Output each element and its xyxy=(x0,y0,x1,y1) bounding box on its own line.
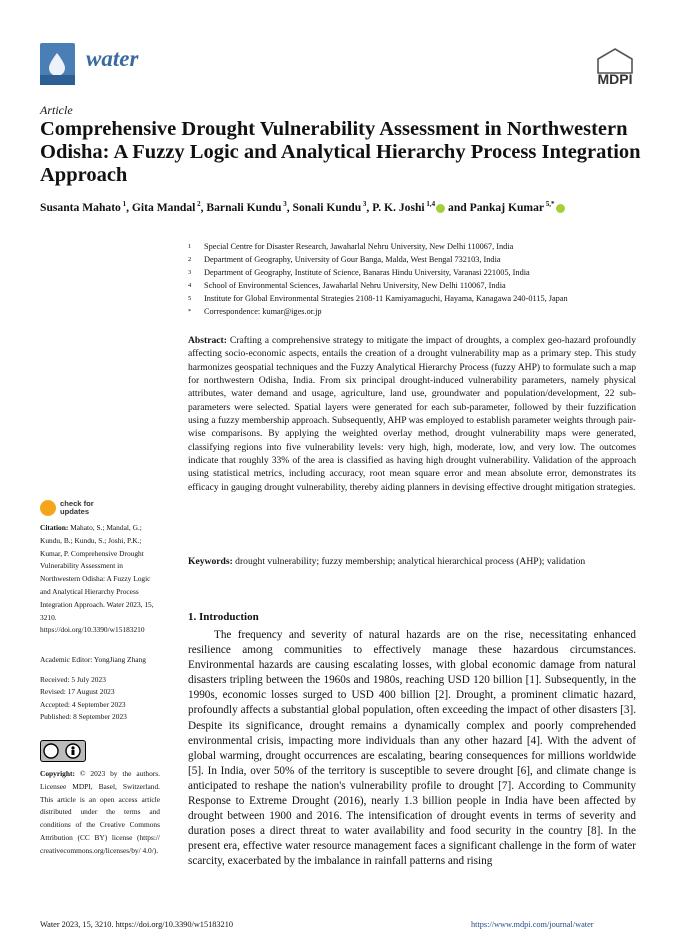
cc-license-badge[interactable] xyxy=(40,740,86,762)
affiliation-text: Institute for Global Environmental Strategies 2108-11 Kamiyamaguchi, Hayama, Kanagawa 240-0115, Japan xyxy=(204,294,568,303)
date-value: 8 September 2023 xyxy=(73,712,127,722)
date-value: 17 August 2023 xyxy=(67,687,115,697)
author-name: Barnali Kundu xyxy=(206,200,282,214)
mdpi-logo-text: MDPI xyxy=(597,71,633,87)
abstract-text: Crafting a comprehensive strategy to mitigate the impact of droughts, a complex geo-hazard profoundly affecting socio-economic aspects, entails the creation of a drought vulnerability map as a primary step. This study harmonizes geospatial techniques and the Fuzzy Analytical Hierarchy Process (fuzzy AHP) to formulate such a map for northwestern Odisha, India. From six principal drought-induced vulnerability parameters, namely physical attributes, water demand and usage, agriculture, land use, groundwater and population/development, 22 sub-parameters were selected. Spatial layers were generated for each sub-parameter, followed by their fuzzification using a fuzzy membership approach. Subsequently, AHP was employed to establish parameter weights through pair-wise comparisons. By applying the weighted overlay method, drought vulnerability maps were generated, classifying regions into five vulnerability levels: very high, high, moderate, low, and very low. The outcomes indicate that roughly 33% of the area is classified as having high drought vulnerability. Validation of the approach using statistical metrics, including accuracy, root mean square error and mean absolute error, demonstrates its efficacy in gauging drought vulnerability, thereby aiding planners in devising effective drought mitigation strategies. xyxy=(188,335,636,493)
date-value: 4 September 2023 xyxy=(71,699,126,709)
citation-text: Mahato, S.; Mandal, G.; Kundu, B.; Kundu, S.; Joshi, P.K.; Kumar, P. Comprehensive Drought Vulnerability Assessment in Northwestern Odisha: A Fuzzy Logic and Analytical Hierarchy Process Integration Approach. Water 2023, 15, 3210. https://doi.org/10.3390/w15183210 xyxy=(40,523,154,635)
affiliation-text: Special Centre for Disaster Research, Jawaharlal Nehru University, New Delhi 110067, India xyxy=(204,242,514,251)
academic-editor xyxy=(40,655,170,664)
orcid-icon[interactable] xyxy=(436,204,445,213)
author-separator: , xyxy=(366,200,373,214)
article-type: Article xyxy=(40,103,73,117)
keywords xyxy=(188,556,636,567)
affiliation-item xyxy=(188,253,658,266)
affiliation-number: 1 xyxy=(188,243,192,250)
editor-label: Academic Editor: xyxy=(40,655,93,664)
author-separator: and xyxy=(445,200,470,214)
author-name: Pankaj Kumar xyxy=(469,200,545,214)
author-name: P. K. Joshi xyxy=(372,200,425,214)
affiliation-text: Department of Geography, Institute of Science, Banaras Hindu University, Varanasi 221005, India xyxy=(204,268,530,277)
date-label: Revised: xyxy=(40,687,68,697)
affiliation-number: * xyxy=(188,308,192,315)
cc-by-icon xyxy=(41,741,85,761)
copyright xyxy=(40,768,160,858)
affiliation-item xyxy=(188,292,658,305)
keywords-text: drought vulnerability; fuzzy membership; analytical hierarchical process (AHP); validation xyxy=(235,556,586,567)
date-item xyxy=(40,699,170,711)
affiliation-item xyxy=(188,240,658,253)
affiliation-text: Correspondence: kumar@iges.or.jp xyxy=(204,307,322,316)
author-separator: , xyxy=(286,200,293,214)
affiliation-item xyxy=(188,266,658,279)
copyright-text: © 2023 by the authors. Licensee MDPI, Basel, Switzerland. This article is an open access article distributed under the terms and conditions of the Creative Commons Attribution (CC BY) license (https:// creativecommons.org/licenses/by/ 4.0/). xyxy=(40,769,160,855)
date-item xyxy=(40,711,170,723)
author-separator: , xyxy=(200,200,207,214)
date-item xyxy=(40,686,170,698)
section-heading: 1. Introduction xyxy=(188,611,259,623)
orcid-icon[interactable] xyxy=(556,204,565,213)
author-affiliation-mark: 3 xyxy=(281,200,287,208)
date-item xyxy=(40,674,170,686)
editor-name: YongJiang Zhang xyxy=(93,655,146,664)
journal-name[interactable]: water xyxy=(86,46,139,71)
date-label: Published: xyxy=(40,712,74,722)
citation xyxy=(40,522,160,637)
abstract-label: Abstract: xyxy=(188,335,227,346)
abstract xyxy=(188,334,636,494)
date-value: 5 July 2023 xyxy=(71,675,106,684)
affiliation-number: 2 xyxy=(188,256,192,263)
check-updates-label: check for updates xyxy=(60,499,94,516)
author-name: Sonali Kundu xyxy=(292,200,362,214)
author-list xyxy=(40,200,565,214)
affiliation-number: 5 xyxy=(188,295,192,302)
mdpi-logo[interactable] xyxy=(592,47,638,89)
footer-citation: Water 2023, 15, 3210. https://doi.org/10.3390/w15183210 xyxy=(40,920,233,929)
affiliation-number: 3 xyxy=(188,269,192,276)
article-title: Comprehensive Drought Vulnerability Assessment in Northwestern Odisha: A Fuzzy Logic and Analytical Hierarchy Process Integration Approach xyxy=(40,118,641,186)
affiliation-text: School of Environmental Sciences, Jawaharlal Nehru University, New Delhi 110067, India xyxy=(204,281,506,290)
author-separator: , xyxy=(126,200,132,214)
citation-label: Citation: xyxy=(40,523,69,532)
affiliation-text: Department of Geography, University of Gour Banga, Malda, West Bengal 732103, India xyxy=(204,255,501,264)
introduction-text: The frequency and severity of natural hazards are on the rise, necessitating enhanced resilience among communities to effectively manage these hazardous circumstances. Environmental hazards are causing escalating losses, with global economic damage from natural disasters tripling between the 1960s and 1980s, reaching USD 120 billion [1]. Subsequently, in the 1990s, economic losses surged to USD 400 billion [2]. Drought, a prominent climatic hazard, profoundly affects a substantial global population, often exceeding the impact of other disasters [3]. Despite its significance, drought remains a dynamically complex and poorly comprehended environmental crisis, impacting more individuals than any other hazard [4]. With the advent of global warming, drought occurrences are escalating, bearing consequences for millions worldwide [5]. In India, over 50% of the territory is susceptible to severe drought [6], and climate change is anticipated to reshape the nation's vulnerability profile to drought [7]. According to Community Response to Extreme Drought (2016), nearly 1.3 billion people in India have been affected by drought between 1900 and 2016. The intensification of drought events in terms of severity and duration poses a direct threat to water availability and food security in the country [8]. In the present era, effective water resource management faces a significant challenge in the form of water scarcity, exacerbated by the imbalance in rainfall patterns and rising xyxy=(188,629,636,868)
author-name: Susanta Mahato xyxy=(40,200,121,214)
check-updates-icon xyxy=(40,500,56,516)
dates xyxy=(40,674,170,724)
date-label: Accepted: xyxy=(40,699,72,709)
affiliation-number: 4 xyxy=(188,282,192,289)
author-affiliation-mark: 1 xyxy=(120,200,127,208)
affiliations xyxy=(188,240,658,318)
footer-journal-link[interactable]: https://www.mdpi.com/journal/water xyxy=(471,920,594,929)
author-name: Gita Mandal xyxy=(131,200,196,214)
author-affiliation-mark: 5,* xyxy=(544,200,555,208)
check-for-updates-button[interactable] xyxy=(40,500,130,516)
affiliation-item xyxy=(188,305,658,318)
author-affiliation-mark: 3 xyxy=(361,200,367,208)
copyright-label: Copyright: xyxy=(40,769,75,778)
date-label: Received: xyxy=(40,675,72,684)
author-affiliation-mark: 1,4 xyxy=(424,200,436,208)
keywords-label: Keywords: xyxy=(188,556,233,567)
affiliation-item xyxy=(188,279,658,292)
journal-logo-icon xyxy=(40,43,75,85)
author-affiliation-mark: 2 xyxy=(195,200,201,208)
